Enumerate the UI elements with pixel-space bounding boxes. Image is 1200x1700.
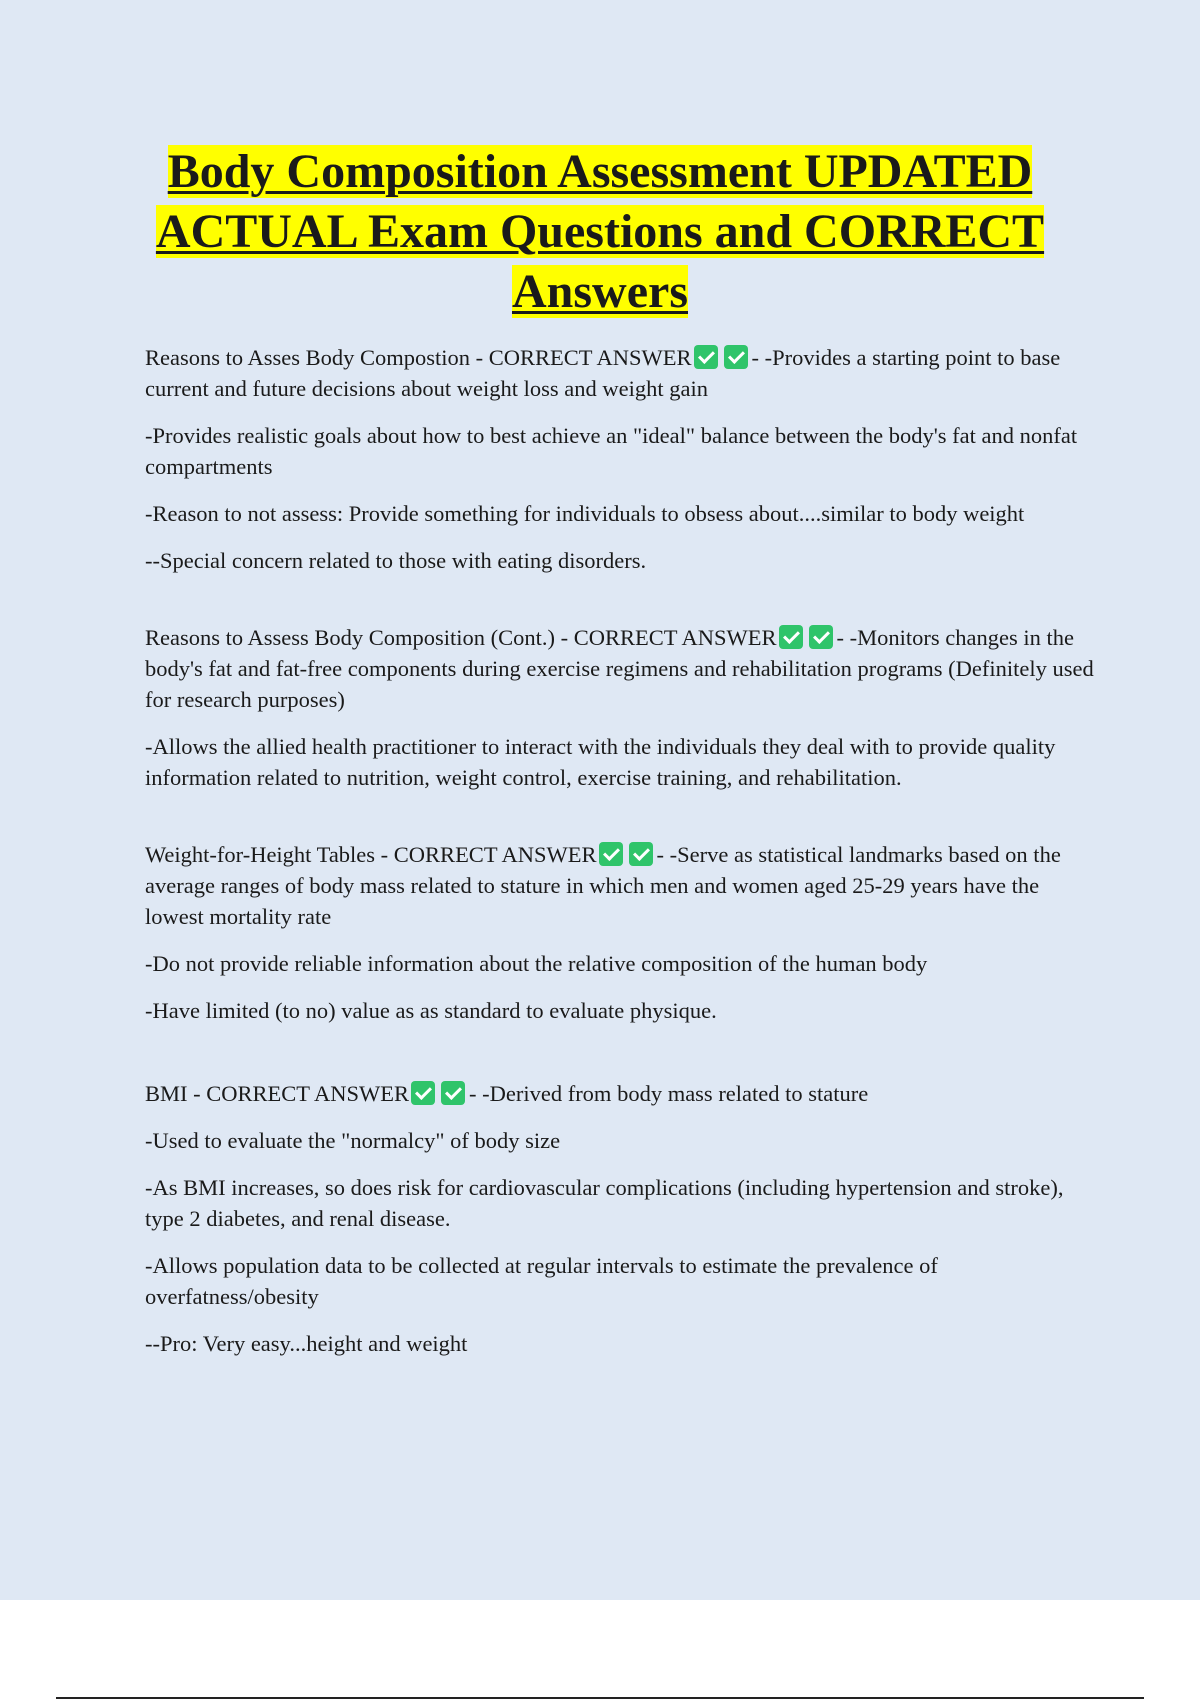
answer-paragraph: -Have limited (to no) value as as standard to evaluate physique. — [145, 998, 717, 1023]
answer-paragraph: -Reason to not assess: Provide something for individuals to obsess about....similar to body weight — [145, 501, 1025, 526]
qa-first-paragraph — [145, 342, 1095, 404]
check-mark-icon — [629, 842, 653, 866]
answer-paragraph: -Allows population data to be collected at regular intervals to estimate the prevalence of overfatness/obesity — [145, 1253, 938, 1309]
qa-item — [145, 839, 1095, 1026]
page-title — [100, 142, 1100, 322]
answer-paragraph: -Allows the allied health practitioner to interact with the individuals they deal with to provide quality information related to nutrition, weight control, exercise training, and rehabilitation. — [145, 734, 1056, 790]
qa-item — [145, 1078, 1095, 1359]
answer-paragraph: -As BMI increases, so does risk for cardiovascular complications (including hypertension and stroke), type 2 diabetes, and renal disease. — [145, 1175, 1064, 1231]
answer-paragraph: --Pro: Very easy...height and weight — [145, 1331, 468, 1356]
check-mark-icon — [779, 625, 803, 649]
check-mark-icon — [694, 345, 718, 369]
answer-paragraph: --Special concern related to those with eating disorders. — [145, 548, 647, 573]
qa-item — [145, 342, 1095, 576]
answer-paragraph: -Provides realistic goals about how to best achieve an "ideal" balance between the body's fat and nonfat compartments — [145, 423, 1078, 479]
title-line: Body Composition Assessment UPDATED — [167, 145, 1033, 198]
qa-item — [145, 622, 1095, 793]
qa-list — [145, 342, 1095, 1375]
check-mark-icon — [724, 345, 748, 369]
question-text: BMI - CORRECT ANSWER — [145, 1081, 409, 1106]
answer-paragraph: -Do not provide reliable information about the relative composition of the human body — [145, 951, 928, 976]
qa-first-paragraph — [145, 622, 1095, 715]
check-mark-icon — [809, 625, 833, 649]
check-mark-icon — [441, 1081, 465, 1105]
check-mark-icon — [599, 842, 623, 866]
title-line: Answers — [512, 265, 688, 318]
answer-text: - -Provides a starting point to base current and future decisions about weight loss and weight gain — [145, 345, 1061, 401]
question-text: Reasons to Assess Body Composition (Cont.) - CORRECT ANSWER — [145, 625, 777, 650]
answer-text: - -Serve as statistical landmarks based on the average ranges of body mass related to stature in which men and women aged 25-29 years have the lowest mortality rate — [145, 842, 1061, 929]
question-text: Reasons to Asses Body Compostion - CORRECT ANSWER — [145, 345, 692, 370]
question-text: Weight-for-Height Tables - CORRECT ANSWER — [145, 842, 597, 867]
answer-paragraph: -Used to evaluate the "normalcy" of body size — [145, 1128, 561, 1153]
check-mark-icon — [411, 1081, 435, 1105]
footer-divider — [56, 1697, 1144, 1699]
qa-first-paragraph — [145, 1078, 1095, 1109]
answer-text: - -Monitors changes in the body's fat and fat-free components during exercise regimens and rehabilitation programs (Definitely used for research purposes) — [145, 625, 1094, 712]
document-title — [100, 142, 1100, 322]
answer-text: - -Derived from body mass related to stature — [469, 1081, 869, 1106]
title-line: ACTUAL Exam Questions and CORRECT — [155, 205, 1045, 258]
qa-first-paragraph — [145, 839, 1095, 932]
